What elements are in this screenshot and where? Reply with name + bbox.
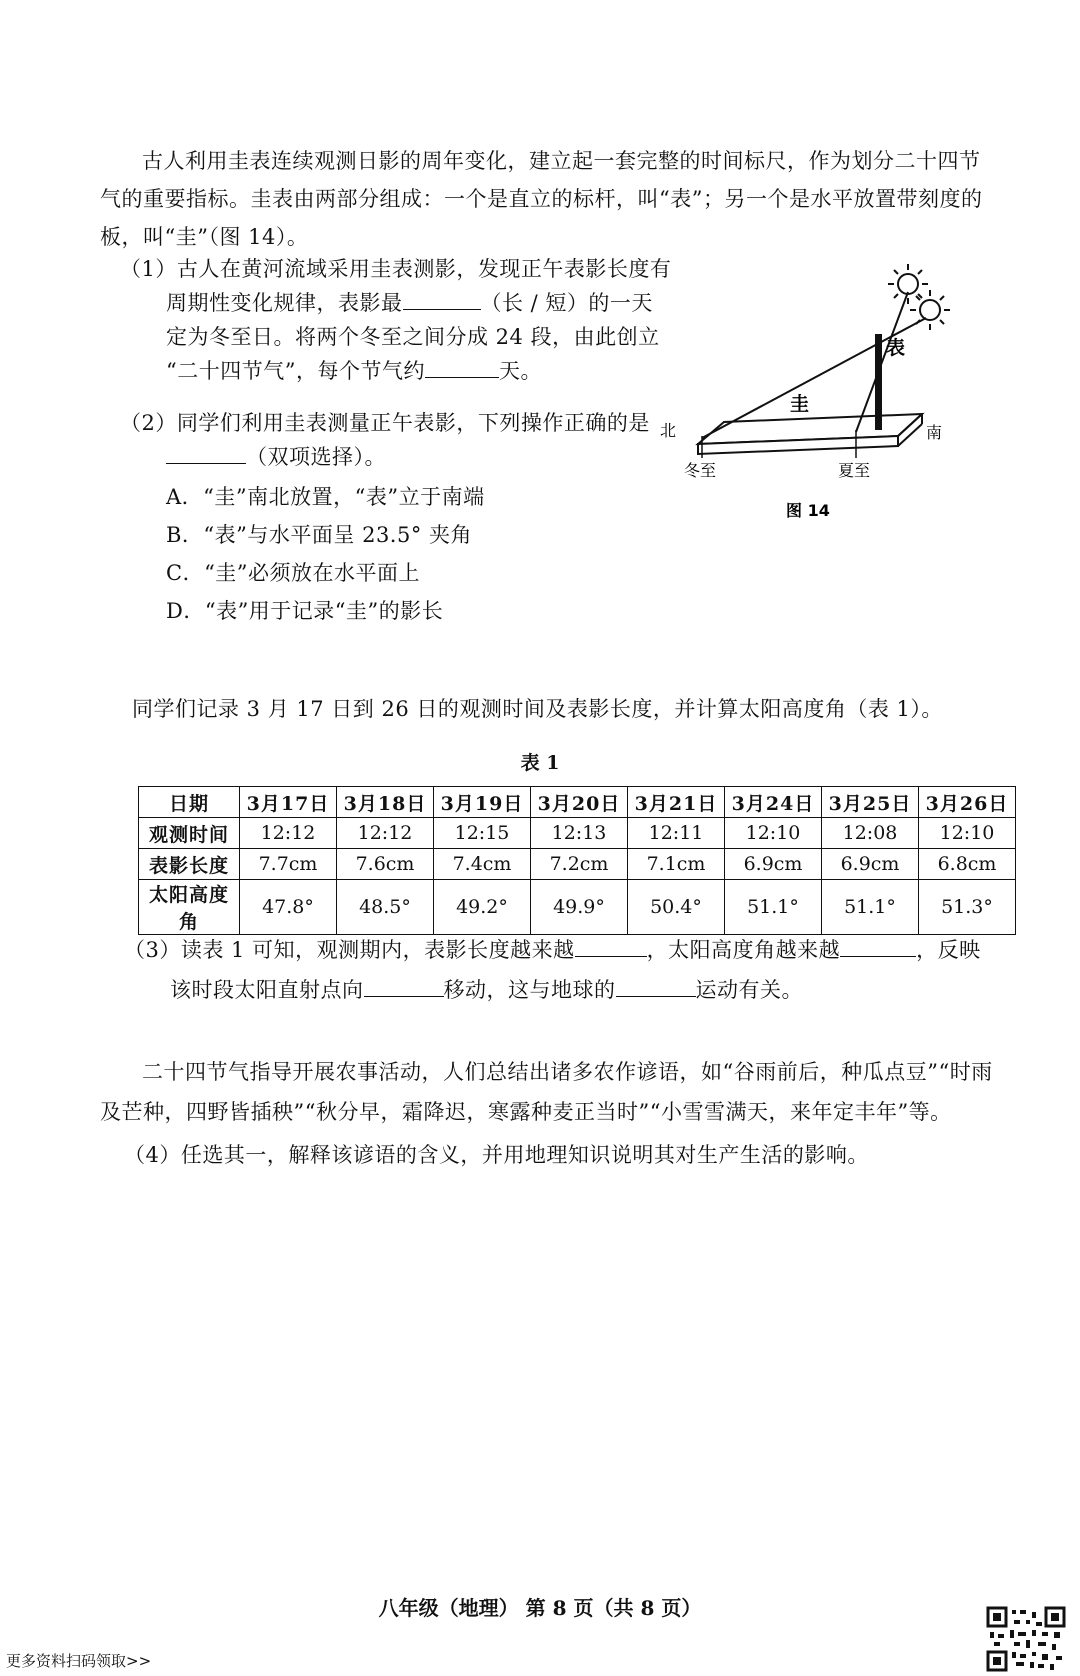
q3-line2b: 移动，这与地球的 [443,978,616,1002]
q1-line2b: （长 / 短）的一天 [480,291,653,315]
table-cell: 12:08 [822,818,919,849]
q3-line1b: ，太阳高度角越来越 [646,938,841,962]
q4-text: 任选其一，解释该谚语的含义，并用地理知识说明其对生产生活的影响。 [180,1143,869,1167]
table-header-cell: 3月20日 [531,787,628,818]
table-row [139,818,1016,849]
table-cell: 6.8cm [919,849,1016,880]
row-label: 观测时间 [139,818,240,849]
table-cell: 51.1° [725,880,822,935]
table-header-cell: 3月25日 [822,787,919,818]
label-north: 北 [660,421,677,440]
biao-pole [875,334,882,430]
gnomon-diagram [660,262,1010,552]
q2-line1: 同学们利用圭表测量正午表影，下列操作正确的是 [176,411,650,435]
table-cell: 12:11 [628,818,725,849]
table-cell: 7.6cm [337,849,434,880]
table-cell: 12:10 [919,818,1016,849]
table-cell: 7.2cm [531,849,628,880]
table-cell: 12:13 [531,818,628,849]
question-3 [124,930,1024,1010]
intro-paragraph: 古人利用圭表连续观测日影的周年变化，建立起一套完整的时间标尺，作为划分二十四节气的重要指标。圭表由两部分组成：一个是直立的标杆，叫“表”；另一个是水平放置带刻度的板，叫“圭”（图 14）。 [100,149,983,249]
q3-answer-blank-4[interactable] [616,974,696,997]
q3-line2a: 该时段太阳直射点向 [170,978,364,1002]
table-cell: 7.1cm [628,849,725,880]
figure-14 [660,262,1010,552]
table-header-cell: 3月26日 [919,787,1016,818]
q1-line3: 定为冬至日。将两个冬至之间分成 24 段，由此创立 [166,325,660,349]
q1-line4a: “二十四节气”，每个节气约 [166,359,425,383]
table-row [139,880,1016,935]
observation-table [138,786,1016,935]
q1-answer-blank-2[interactable] [425,355,499,378]
table-title: 表 1 [520,752,560,774]
q3-number: （3） [124,938,181,962]
q2-option-b[interactable]: B．“表”与水平面呈 23.5° 夹角 [166,523,473,547]
table-cell: 12:12 [240,818,337,849]
q3-line1c: ，反映 [916,938,981,962]
table-header-cell: 3月17日 [240,787,337,818]
label-south: 南 [926,423,943,442]
q4-number: （4） [124,1143,181,1167]
table-header-row [139,787,1016,818]
label-summer-solstice: 夏至 [838,461,871,480]
table-cell: 49.9° [531,880,628,935]
table-cell: 6.9cm [725,849,822,880]
question-4 [124,1138,1004,1172]
q2-option-d[interactable]: D．“表”用于记录“圭”的影长 [166,599,444,623]
sun-icon-high [888,264,928,304]
table-cell: 12:10 [725,818,822,849]
table-header-cell: 3月21日 [628,787,725,818]
table-cell: 12:15 [434,818,531,849]
table-cell: 51.1° [822,880,919,935]
table-row [139,849,1016,880]
table-cell: 12:12 [337,818,434,849]
label-biao: 表 [886,337,906,359]
question-1 [120,252,680,388]
table-header-label: 日期 [139,787,240,818]
q3-answer-blank-1[interactable] [575,934,647,957]
q2-option-c[interactable]: C．“圭”必须放在水平面上 [166,561,421,585]
row-label: 表影长度 [139,849,240,880]
scan-qr-note: 更多资料扫码领取>> [6,1652,152,1670]
q2-line2: （双项选择）。 [246,445,386,469]
q2-answer-blank[interactable] [166,441,246,464]
qr-code-graphic [986,1606,1066,1672]
q3-answer-blank-2[interactable] [840,934,916,957]
q2-option-a[interactable]: A．“圭”南北放置，“表”立于南端 [166,485,485,509]
table-cell: 7.4cm [434,849,531,880]
table-cell: 6.9cm [822,849,919,880]
row-label: 太阳高度角 [139,880,240,935]
table-cell: 7.7cm [240,849,337,880]
q1-line4b: 天。 [498,359,542,383]
q1-line2a: 周期性变化规律，表影最 [166,291,403,315]
qr-code-icon[interactable] [986,1606,1066,1672]
table-cell: 49.2° [434,880,531,935]
q2-number: （2） [120,411,177,435]
gui-board [698,414,922,454]
label-gui: 圭 [790,393,810,415]
q1-line1: 古人在黄河流域采用圭表测影，发现正午表影长度有 [176,257,672,281]
question-2 [120,406,680,630]
table-header-cell: 3月19日 [434,787,531,818]
figure-caption: 图 14 [786,501,830,520]
proverbs-paragraph [100,1052,1000,1132]
q3-line2c: 运动有关。 [695,978,803,1002]
table-intro: 同学们记录 3 月 17 日到 26 日的观测时间及表影长度，并计算太阳高度角（表 1）。 [132,697,943,721]
q3-line1a: 读表 1 可知，观测期内，表影长度越来越 [180,938,575,962]
table-cell: 47.8° [240,880,337,935]
proverbs-text: 二十四节气指导开展农事活动，人们总结出诸多农作谚语，如“谷雨前后，种瓜点豆”“时雨及芒种，四野皆插秧”“秋分早，霜降迟，寒露种麦正当时”“小雪雪满天，来年定丰年”等。 [100,1060,993,1124]
q1-number: （1） [120,257,177,281]
table-cell: 48.5° [337,880,434,935]
label-winter-solstice: 冬至 [684,461,717,480]
q1-answer-blank-1[interactable] [403,287,481,310]
table-cell: 51.3° [919,880,1016,935]
table-cell: 50.4° [628,880,725,935]
page-footer: 八年级（地理） 第 8 页（共 8 页） [378,1596,702,1620]
table-header-cell: 3月24日 [725,787,822,818]
q3-answer-blank-3[interactable] [364,974,444,997]
table-header-cell: 3月18日 [337,787,434,818]
